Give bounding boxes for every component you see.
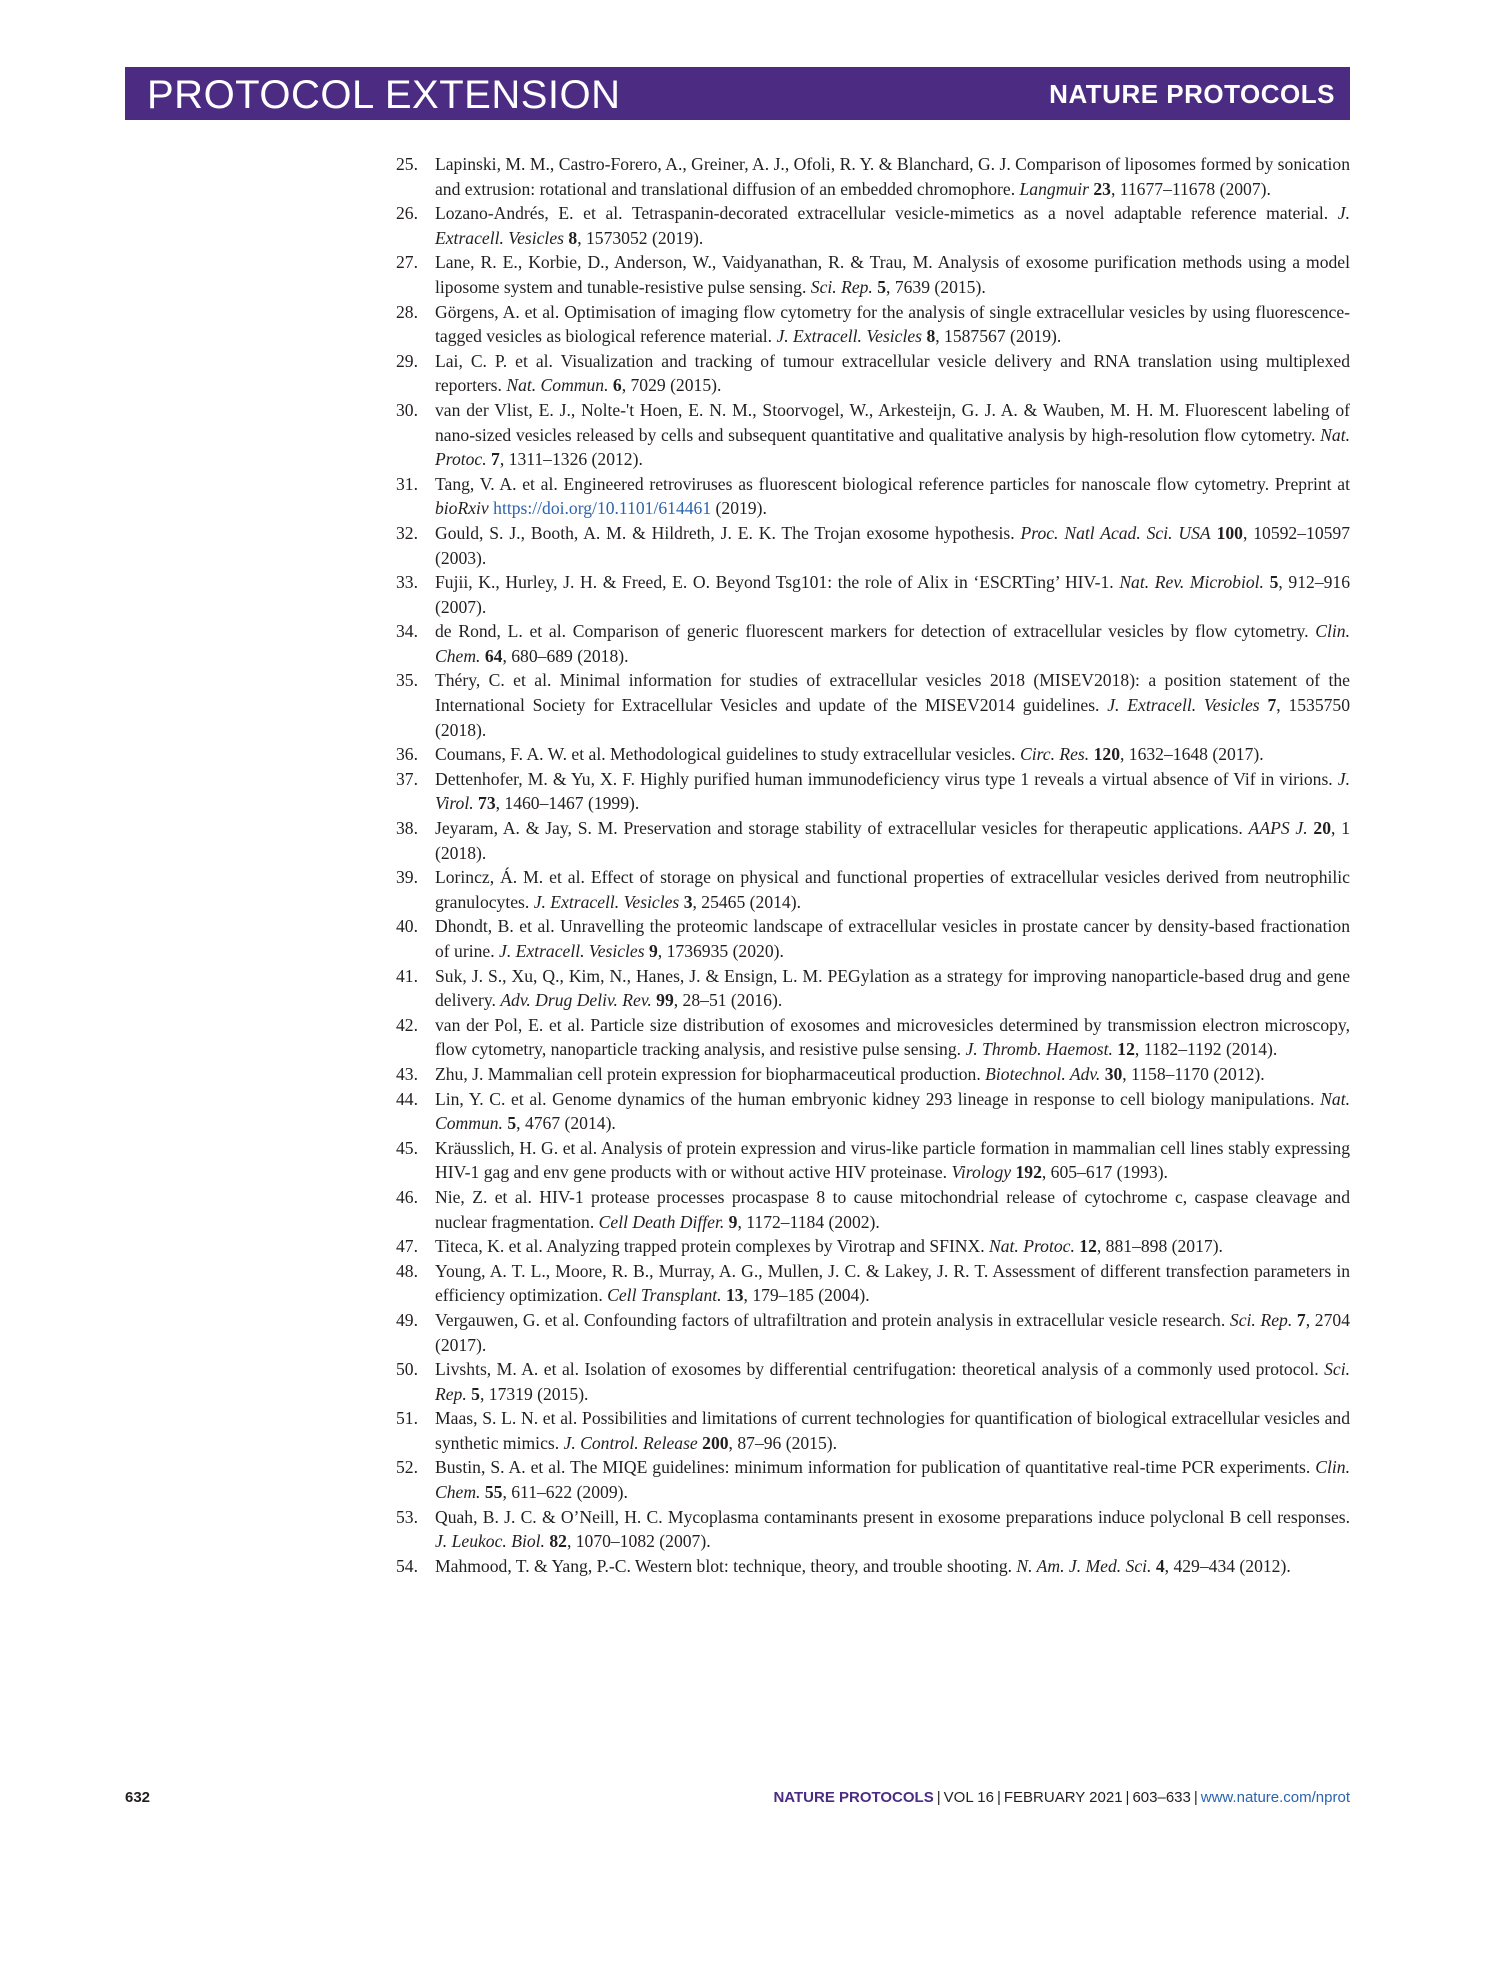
- doi-link[interactable]: https://doi.org/10.1101/614461: [493, 498, 712, 519]
- reference-number: 48.: [396, 1260, 418, 1281]
- reference-text: Gould, S. J., Booth, A. M. & Hildreth, J. E. K. The Trojan exosome hypothesis. Proc. Natl Acad. Sci. USA 100, 10592–10597 (2003).: [435, 522, 1351, 568]
- reference-text: Bustin, S. A. et al. The MIQE guidelines: minimum information for publication of quantitative real-time PCR experiments. Clin. Chem. 55, 611–622 (2009).: [435, 1457, 1350, 1503]
- reference-item: [396, 152, 1350, 201]
- reference-number: 25.: [396, 154, 418, 174]
- reference-number: 38.: [396, 818, 418, 839]
- section-label: PROTOCOL EXTENSION: [147, 72, 621, 117]
- reference-text: Titeca, K. et al. Analyzing trapped protein complexes by Virotrap and SFINX. Nat. Protoc. 12, 881–898 (2017).: [435, 1236, 1223, 1257]
- reference-item: [396, 1308, 1350, 1357]
- reference-text: Suk, J. S., Xu, Q., Kim, N., Hanes, J. & Ensign, L. M. PEGylation as a strategy for improving nanoparticle-based drug and gene delivery. Adv. Drug Deliv. Rev. 99, 28–51 (2016).: [435, 965, 1350, 1011]
- reference-item: [396, 201, 1350, 250]
- reference-number: 52.: [396, 1457, 418, 1478]
- reference-text: van der Vlist, E. J., Nolte-'t Hoen, E. N. M., Stoorvogel, W., Arkesteijn, G. J. A. & Wauben, M. H. M. Fluorescent labeling of nano-sized vesicles released by cells and subsequent quantitative and qualitative analysis by high-resolution flow cytometry. Nat. Protoc. 7, 1311–1326 (2012).: [435, 399, 1350, 470]
- reference-item: [396, 1013, 1350, 1062]
- reference-number: 33.: [396, 572, 418, 593]
- reference-number: 47.: [396, 1236, 418, 1257]
- reference-item: [396, 398, 1350, 472]
- reference-number: 43.: [396, 1063, 418, 1084]
- reference-item: [396, 1554, 1350, 1579]
- reference-item: [396, 816, 1350, 865]
- reference-number: 34.: [396, 621, 418, 642]
- reference-text: de Rond, L. et al. Comparison of generic fluorescent markers for detection of extracellular vesicles by flow cytometry. Clin. Chem. 64, 680–689 (2018).: [435, 621, 1350, 666]
- reference-number: 28.: [396, 301, 418, 322]
- reference-item: [396, 1136, 1350, 1185]
- reference-item: [396, 349, 1350, 398]
- reference-number: 45.: [396, 1137, 418, 1158]
- reference-item: [396, 742, 1350, 767]
- reference-text: Nie, Z. et al. HIV-1 protease processes procaspase 8 to cause mitochondrial release of cytochrome c, caspase cleavage and nuclear fragmentation. Cell Death Differ. 9, 1172–1184 (2002).: [435, 1186, 1350, 1232]
- reference-number: 40.: [396, 916, 418, 937]
- footer-url[interactable]: www.nature.com/nprot: [1200, 1789, 1350, 1806]
- reference-text: Lapinski, M. M., Castro-Forero, A., Greiner, A. J., Ofoli, R. Y. & Blanchard, G. J. Comparison of liposomes formed by sonication and extrusion: rotational and translational diffusion of an embedded chromophore. Langmuir 23, 11677–11678 (2007).: [435, 154, 1350, 199]
- reference-item: [396, 1406, 1350, 1455]
- reference-number: 31.: [396, 473, 418, 494]
- reference-text: Fujii, K., Hurley, J. H. & Freed, E. O. Beyond Tsg101: the role of Alix in ‘ESCRTing’ HIV-1. Nat. Rev. Microbiol. 5, 912–916 (2007).: [435, 572, 1351, 617]
- reference-number: 32.: [396, 522, 418, 543]
- reference-number: 54.: [396, 1555, 418, 1576]
- reference-number: 51.: [396, 1408, 418, 1429]
- reference-text: Lane, R. E., Korbie, D., Anderson, W., Vaidyanathan, R. & Trau, M. Analysis of exosome purification methods using a model liposome system and tunable-resistive pulse sensing. Sci. Rep. 5, 7639 (2015).: [435, 252, 1350, 297]
- reference-text: Mahmood, T. & Yang, P.-C. Western blot: technique, theory, and trouble shooting. N. Am. J. Med. Sci. 4, 429–434 (2012).: [435, 1555, 1291, 1576]
- reference-number: 41.: [396, 965, 418, 986]
- reference-item: [396, 1062, 1350, 1087]
- reference-text: Livshts, M. A. et al. Isolation of exosomes by differential centrifugation: theoretical analysis of a commonly used protocol. Sci. Rep. 5, 17319 (2015).: [435, 1359, 1350, 1404]
- reference-list: [396, 152, 1350, 1578]
- reference-number: 39.: [396, 867, 418, 888]
- reference-item: [396, 1455, 1350, 1504]
- reference-item: [396, 472, 1350, 521]
- reference-text: Lorincz, Á. M. et al. Effect of storage on physical and functional properties of extracellular vesicles derived from neutrophilic granulocytes. J. Extracell. Vesicles 3, 25465 (2014).: [435, 867, 1350, 912]
- reference-text: Théry, C. et al. Minimal information for studies of extracellular vesicles 2018 (MISEV2018): a position statement of the International Society for Extracellular Vesicles and update of the MISEV2014 guidelines. J. Extracell. Vesicles 7, 1535750 (2018).: [435, 670, 1351, 740]
- reference-number: 42.: [396, 1014, 418, 1035]
- reference-item: [396, 1505, 1350, 1554]
- reference-number: 27.: [396, 252, 418, 273]
- reference-text: Lin, Y. C. et al. Genome dynamics of the human embryonic kidney 293 lineage in response to cell biology manipulations. Nat. Commun. 5, 4767 (2014).: [435, 1088, 1350, 1134]
- reference-item: [396, 250, 1350, 299]
- reference-item: [396, 521, 1350, 570]
- reference-number: 26.: [396, 203, 418, 224]
- reference-item: [396, 1259, 1350, 1308]
- page-footer: [125, 1789, 1350, 1806]
- reference-number: 35.: [396, 670, 418, 691]
- reference-text: Tang, V. A. et al. Engineered retroviruses as fluorescent biological reference particles for nanoscale flow cytometry. Preprint at bioRxiv https://doi.org/10.1101/614461 (2019).: [435, 473, 1350, 519]
- reference-number: 53.: [396, 1506, 418, 1527]
- reference-text: Zhu, J. Mammalian cell protein expression for biopharmaceutical production. Biotechnol. Adv. 30, 1158–1170 (2012).: [435, 1063, 1265, 1084]
- reference-text: van der Pol, E. et al. Particle size distribution of exosomes and microvesicles determined by transmission electron microscopy, flow cytometry, nanoparticle tracking analysis, and resistive pulse sensing. J. Thromb. Haemost. 12, 1182–1192 (2014).: [435, 1014, 1350, 1060]
- journal-label: NATURE PROTOCOLS: [1049, 78, 1335, 109]
- reference-number: 46.: [396, 1186, 418, 1207]
- reference-text: Kräusslich, H. G. et al. Analysis of protein expression and virus-like particle formation in mammalian cell lines stably expressing HIV-1 gag and env gene products with or without active HIV proteinase. Virology 192, 605–617 (1993).: [435, 1137, 1350, 1183]
- reference-number: 44.: [396, 1088, 418, 1109]
- reference-text: Quah, B. J. C. & O’Neill, H. C. Mycoplasma contaminants present in exosome preparations induce polyclonal B cell responses. J. Leukoc. Biol. 82, 1070–1082 (2007).: [435, 1506, 1350, 1552]
- reference-text: Jeyaram, A. & Jay, S. M. Preservation and storage stability of extracellular vesicles for therapeutic applications. AAPS J. 20, 1 (2018).: [435, 818, 1350, 863]
- page-header: [125, 67, 1350, 120]
- footer-journal: NATURE PROTOCOLS: [773, 1789, 934, 1806]
- reference-text: Coumans, F. A. W. et al. Methodological guidelines to study extracellular vesicles. Circ. Res. 120, 1632–1648 (2017).: [435, 744, 1264, 765]
- reference-number: 49.: [396, 1309, 418, 1330]
- reference-item: [396, 570, 1350, 619]
- footer-date: FEBRUARY 2021: [1003, 1789, 1123, 1806]
- reference-text: Dhondt, B. et al. Unravelling the proteomic landscape of extracellular vesicles in prostate cancer by density-based fractionation of urine. J. Extracell. Vesicles 9, 1736935 (2020).: [435, 916, 1350, 961]
- reference-text: Lozano-Andrés, E. et al. Tetraspanin-decorated extracellular vesicle-mimetics as a novel adaptable reference material. J. Extracell. Vesicles 8, 1573052 (2019).: [435, 203, 1350, 248]
- reference-number: 37.: [396, 768, 418, 789]
- reference-item: [396, 1087, 1350, 1136]
- reference-text: Young, A. T. L., Moore, R. B., Murray, A. G., Mullen, J. C. & Lakey, J. R. T. Assessment of different transfection parameters in efficiency optimization. Cell Transplant. 13, 179–185 (2004).: [435, 1260, 1350, 1306]
- reference-number: 30.: [396, 399, 418, 420]
- reference-number: 50.: [396, 1359, 418, 1380]
- reference-text: Görgens, A. et al. Optimisation of imaging flow cytometry for the analysis of single extracellular vesicles by using fluorescence-tagged vesicles as biological reference material. J. Extracell. Vesicles 8, 1587567 (2019).: [435, 301, 1350, 347]
- reference-item: [396, 914, 1350, 963]
- footer-volume: VOL 16: [943, 1789, 994, 1806]
- reference-item: [396, 964, 1350, 1013]
- reference-number: 29.: [396, 350, 418, 371]
- reference-text: Lai, C. P. et al. Visualization and tracking of tumour extracellular vesicle delivery and RNA translation using multiplexed reporters. Nat. Commun. 6, 7029 (2015).: [435, 350, 1350, 396]
- reference-item: [396, 1185, 1350, 1234]
- reference-item: [396, 767, 1350, 816]
- reference-item: [396, 1234, 1350, 1259]
- reference-text: Vergauwen, G. et al. Confounding factors of ultrafiltration and protein analysis in extracellular vesicle research. Sci. Rep. 7, 2704 (2017).: [435, 1309, 1350, 1355]
- reference-item: [396, 865, 1350, 914]
- reference-item: [396, 668, 1350, 742]
- reference-item: [396, 619, 1350, 668]
- reference-item: [396, 1357, 1350, 1406]
- reference-text: Dettenhofer, M. & Yu, X. F. Highly purified human immunodeficiency virus type 1 reveals a virtual absence of Vif in virions. J. Virol. 73, 1460–1467 (1999).: [435, 768, 1350, 814]
- page-number: 632: [125, 1789, 151, 1806]
- reference-number: 36.: [396, 744, 418, 765]
- reference-item: [396, 300, 1350, 349]
- footer-pages: 603–633: [1132, 1789, 1191, 1806]
- footer-citation: NATURE PROTOCOLS | VOL 16 | FEBRUARY 2021 | 603–633 | www.nature.com/nprot: [773, 1789, 1350, 1806]
- reference-text: Maas, S. L. N. et al. Possibilities and limitations of current technologies for quantification of biological extracellular vesicles and synthetic mimics. J. Control. Release 200, 87–96 (2015).: [435, 1408, 1350, 1453]
